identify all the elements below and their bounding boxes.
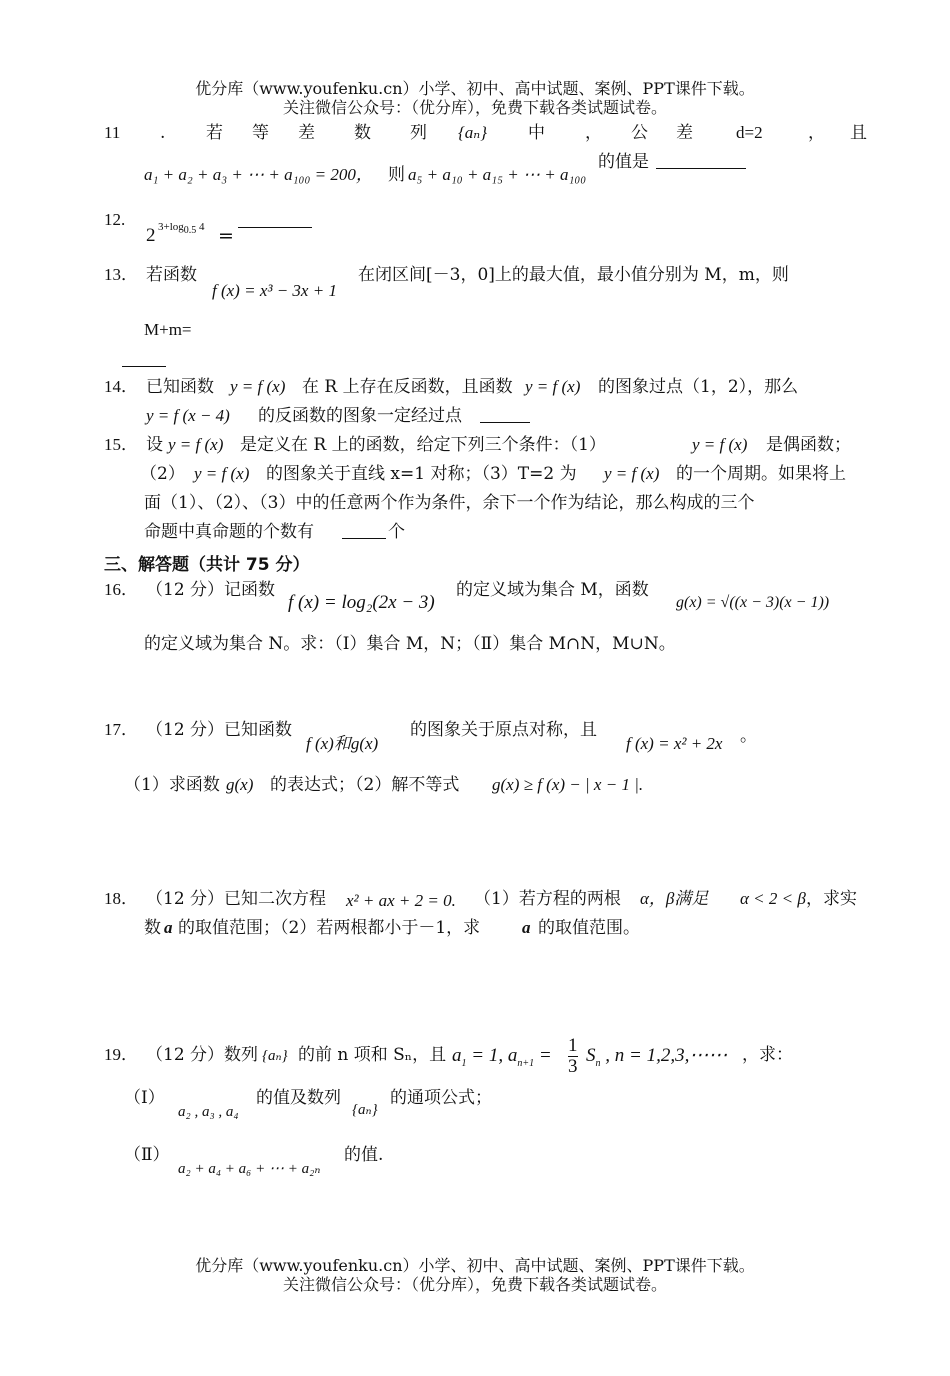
q11-comma: ，	[808, 123, 825, 143]
q19-text: 的前 n 项和 Sₙ，且	[298, 1045, 447, 1065]
q11-number: 11	[104, 123, 121, 142]
q11-answer-blank	[656, 154, 746, 169]
q16-number: 16．	[104, 580, 138, 599]
q17-text: 的图象关于原点对称，且	[410, 720, 597, 740]
q16-text: 的定义域为集合 N。求：（Ⅰ）集合 M，N；（Ⅱ）集合 M∩N，M∪N。	[144, 634, 676, 654]
q14-text: 的图象过点（1，2），那么	[598, 377, 799, 397]
q19-text: 的值.	[344, 1145, 384, 1165]
q15-text: 设	[146, 435, 163, 455]
footer-line-2: 关注微信公众号：（优分库），免费下载各类试题试卷。	[282, 1275, 667, 1294]
q12-exponent	[158, 217, 205, 241]
q16-function-f: f (x) = log₂(2x − 3)	[288, 592, 435, 613]
q18-text: （1）若方程的两根	[474, 889, 621, 909]
q19-sequence: {aₙ}	[262, 1048, 288, 1064]
q14-text: 已知函数	[146, 377, 214, 397]
q18-var-a: a	[522, 918, 531, 937]
q15-function: y = f (x)	[194, 464, 250, 483]
q19-frac-denominator: 3	[568, 1056, 578, 1077]
q14-function: y = f (x)	[525, 377, 581, 396]
q13-text: 在闭区间[－3，0]上的最大值，最小值分别为 M，m，则	[358, 265, 789, 285]
q19-fraction	[568, 1036, 578, 1077]
q15-number: 15．	[104, 435, 138, 454]
q15-function: y = f (x)	[692, 435, 748, 454]
q18-number: 18．	[104, 889, 138, 908]
q16-text: （12 分）记函数	[146, 580, 276, 600]
q19-text: ，求：	[742, 1045, 793, 1065]
q11-common-difference: d=2	[736, 123, 763, 142]
q15-text: 面（1）、（2）、（3）中的任意两个作为条件，余下一个作为结论，那么构成的三个	[144, 493, 755, 513]
q15-text: 的一个周期。如果将上	[676, 464, 846, 484]
q12-base: 2	[146, 225, 156, 246]
q11-word: 若	[206, 123, 223, 143]
q12-log-base: 0.5	[183, 225, 197, 237]
q11-dot: .	[160, 123, 166, 143]
header-line-1: 优分库（www.youfenku.cn）小学、初中、高中试题、案例、PPT课件下载。	[195, 79, 755, 98]
q18-text: 的取值范围。	[538, 918, 640, 938]
q15-function: y = f (x)	[168, 435, 224, 454]
q13-function: f (x) = x³ − 3x + 1	[212, 281, 337, 300]
q15-text: （2）	[140, 464, 185, 484]
q13-text: 若函数	[146, 265, 197, 285]
q11-word: 中	[528, 123, 545, 143]
q19-frac-numerator: 1	[568, 1035, 578, 1056]
q11-word: 数	[354, 123, 371, 143]
header-line-2: 关注微信公众号：（优分库），免费下载各类试题试卷。	[282, 98, 667, 117]
q15-text: 个	[388, 522, 405, 542]
q13-number: 13．	[104, 265, 138, 284]
q15-text: 是定义在 R 上的函数，给定下列三个条件：（1）	[240, 435, 606, 455]
q19-recurrence-tail: $S_n$ , n = 1,2,3,⋯⋯	[586, 1045, 728, 1069]
q11-word: 公	[631, 123, 648, 143]
q18-roots: α，β满足	[640, 889, 709, 908]
q18-text: （12 分）已知二次方程	[146, 889, 327, 909]
q12-answer-blank	[238, 213, 312, 228]
q12-log-arg: 4	[196, 221, 205, 233]
q11-comma: ，	[585, 123, 602, 143]
q17-text: （1）求函数	[124, 775, 220, 795]
q19-recurrence: $a_1 = 1$, $a_{n+1}$ =	[452, 1045, 552, 1069]
footer-line-1: 优分库（www.youfenku.cn）小学、初中、高中试题、案例、PPT课件下载。	[195, 1256, 755, 1275]
q17-text: （12 分）已知函数	[146, 720, 293, 740]
q15-answer-blank	[342, 524, 386, 539]
q11-sum-condition: a₁ + a₂ + a₃ + ⋯ + a₁₀₀ = 200，	[144, 165, 373, 184]
q11-word: 差	[676, 123, 693, 143]
q14-number: 14．	[104, 377, 138, 396]
section-heading: 三、解答题（共计 75 分）	[104, 555, 310, 575]
q18-text: 数	[144, 918, 161, 938]
q17-function-f: f (x) = x² + 2x	[626, 734, 723, 753]
q15-function: y = f (x)	[604, 464, 660, 483]
q12-number: 12.	[104, 210, 126, 229]
q19-part-1-terms: a₂ , a₃ , a₄	[178, 1104, 239, 1120]
q14-text: 在 R 上存在反函数，且函数	[302, 377, 513, 397]
q19-part-2-sum: a₂ + a₄ + a₆ + ⋯ + a₂ₙ	[178, 1161, 321, 1177]
q14-function: y = f (x)	[230, 377, 286, 396]
q16-text: 的定义域为集合 M，函数	[456, 580, 649, 600]
q17-text: 的表达式；（2）解不等式	[270, 775, 460, 795]
q18-equation: x² + ax + 2 = 0.	[346, 891, 456, 910]
q11-word: 等	[252, 123, 269, 143]
q12-equals: =	[218, 225, 234, 247]
q11-target-sum: a₅ + a₁₀ + a₁₅ + ⋯ + a₁₀₀	[408, 165, 587, 184]
q19-number: 19．	[104, 1045, 138, 1064]
q19-text: （12 分）数列	[146, 1045, 259, 1065]
q19-text: 的值及数列	[256, 1088, 341, 1108]
q16-function-g: g(x) = √((x − 3)(x − 1))	[676, 594, 830, 611]
q11-word: 列	[410, 123, 427, 143]
q14-function-shift: y = f (x − 4)	[146, 406, 230, 425]
q15-text: 是偶函数；	[766, 435, 851, 455]
q13-answer-blank	[122, 352, 166, 367]
q18-condition: α < 2 < β	[740, 889, 806, 908]
q12-exp-text: 3+log	[158, 221, 184, 233]
q11-sequence: {aₙ}	[458, 123, 487, 142]
q11-word: 差	[298, 123, 315, 143]
q14-answer-blank	[480, 408, 530, 423]
q18-text: 的取值范围；（2）若两根都小于－1，求	[178, 918, 481, 938]
q13-text: M+m=	[144, 320, 192, 339]
q19-text: 的通项公式；	[390, 1088, 492, 1108]
q14-text: 的反函数的图象一定经过点	[258, 406, 462, 426]
q17-period: 。	[740, 726, 757, 746]
q18-text: ，求实	[806, 889, 857, 909]
q17-functions: f (x)和g(x)	[306, 734, 379, 753]
q11-then: 则	[388, 165, 405, 185]
q15-text: 的图象关于直线 x=1 对称；（3）T=2 为	[266, 464, 577, 484]
q15-text: 命题中真命题的个数有	[144, 522, 314, 542]
q18-var-a: a	[164, 918, 173, 937]
q17-number: 17．	[104, 720, 138, 739]
q17-function-g: g(x)	[226, 775, 254, 794]
q11-word: 且	[850, 123, 867, 143]
q11-tail: 的值是	[598, 152, 649, 172]
q19-part-1-label: （Ⅰ）	[124, 1088, 165, 1108]
q17-inequality: g(x) ≥ f (x) − | x − 1 |.	[492, 775, 644, 794]
q19-sequence: {aₙ}	[352, 1102, 378, 1118]
q19-part-2-label: （Ⅱ）	[124, 1145, 170, 1165]
